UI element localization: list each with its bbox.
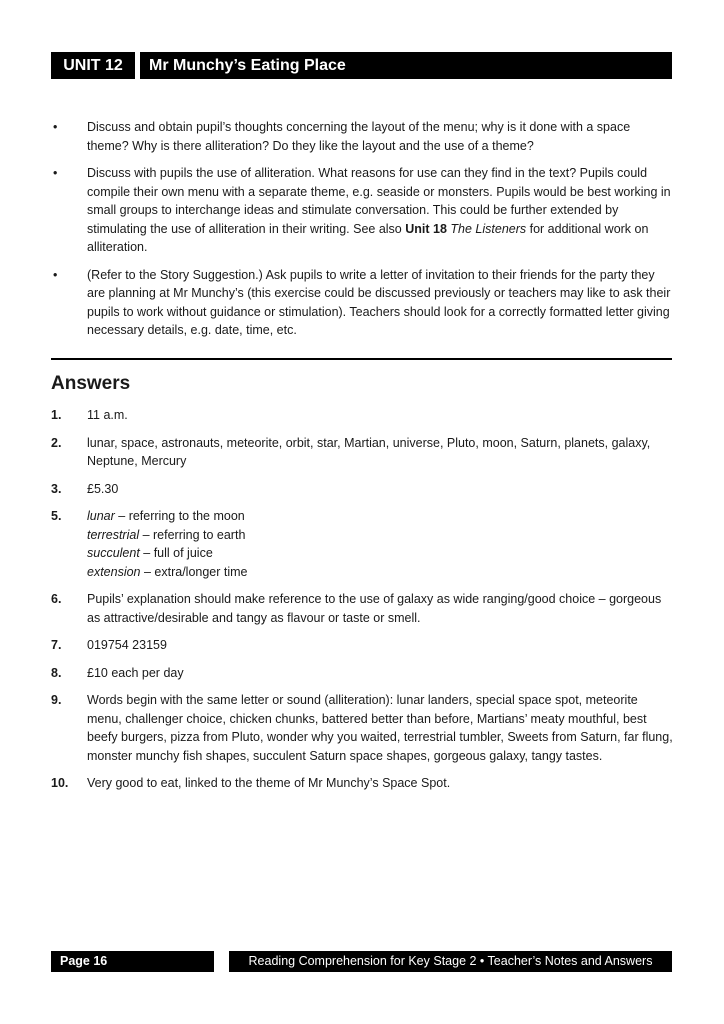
definition-term: extension <box>87 564 141 579</box>
answer-item <box>51 434 674 471</box>
note-text: (Refer to the Story Suggestion.) Ask pupils to write a letter of invitation to their friends for the party they are planning at Mr Munchy’s (this exercise could be discussed previously or teachers may like to ask their pupils to work without guidance or stimulation). Teachers should look for a correctly formatted letter giving necessary details, e.g. date, time, etc. <box>87 267 671 337</box>
unit-label: UNIT 12 <box>51 52 135 79</box>
answer-text: 019754 23159 <box>87 638 167 652</box>
answer-number: 9. <box>51 693 62 707</box>
answers-list <box>51 406 674 802</box>
answer-text: Words begin with the same letter or sound (alliteration): lunar landers, special space spot, meteorite menu, challenger choice, chicken chunks, battered better than before, Martians’ meaty mouthful, best beefy burgers, pizza from Pluto, wonder why you waited, terrestrial tumbler, Sweets from Saturn, far flung, monster munchy fish shapes, succulent Saturn space shapes, gorgeous galaxy, tangy tastes. <box>87 693 673 763</box>
page-number: Page 16 <box>51 951 214 972</box>
poem-title-reference: The Listeners <box>450 221 527 236</box>
answer-item <box>51 664 674 683</box>
answer-number: 6. <box>51 592 62 606</box>
page-footer <box>51 951 672 972</box>
answer-number: 5. <box>51 509 62 523</box>
definition-term: succulent <box>87 546 140 560</box>
note-text: for additional work on alliteration. <box>87 221 649 254</box>
definition-meaning: – full of juice <box>139 546 213 560</box>
bullet-icon: • <box>53 166 58 180</box>
definition-term: terrestrial <box>87 527 140 542</box>
teacher-notes-list <box>51 118 674 349</box>
section-divider <box>51 358 672 360</box>
answer-item <box>51 774 674 793</box>
answer-number: 7. <box>51 638 62 652</box>
answer-number: 8. <box>51 665 62 680</box>
definition-line <box>87 544 674 563</box>
bullet-icon: • <box>53 120 58 134</box>
answer-text: Pupils’ explanation should make reference to the use of galaxy as wide ranging/good choice – gorgeous as attractive/desirable and tangy as flavour or taste or smell. <box>87 592 662 625</box>
list-item <box>51 266 674 340</box>
unit-reference: Unit 18 <box>405 221 447 236</box>
list-item <box>51 118 674 155</box>
answers-heading: Answers <box>51 373 131 394</box>
answer-item <box>51 406 674 425</box>
answer-number: 2. <box>51 435 62 450</box>
answer-text: £5.30 <box>87 481 119 496</box>
answer-item <box>51 507 674 581</box>
answer-item <box>51 691 674 765</box>
answer-number: 1. <box>51 408 62 422</box>
answer-number: 3. <box>51 481 62 496</box>
list-item <box>51 164 674 257</box>
answer-item <box>51 590 674 627</box>
definition-line <box>87 563 674 582</box>
answer-text: Very good to eat, linked to the theme of Mr Munchy’s Space Spot. <box>87 776 451 790</box>
answer-item <box>51 636 674 655</box>
answer-text: £10 each per day <box>87 665 184 680</box>
unit-title: Mr Munchy’s Eating Place <box>140 52 672 79</box>
definition-meaning: – referring to earth <box>139 527 246 542</box>
answer-text: 11 a.m. <box>87 408 128 422</box>
definition-term: lunar <box>87 509 115 523</box>
unit-header <box>51 52 672 79</box>
answer-text: lunar, space, astronauts, meteorite, orbit, star, Martian, universe, Pluto, moon, Saturn, planets, galaxy, Neptune, Mercury <box>87 435 651 468</box>
note-text: Discuss and obtain pupil’s thoughts concerning the layout of the menu; why is it done with a space theme? Why is there alliteration? Do they like the layout and the use of a theme? <box>87 120 631 153</box>
answer-item <box>51 480 674 499</box>
definition-line <box>87 526 674 545</box>
answer-number: 10. <box>51 776 69 790</box>
definition-meaning: – referring to the moon <box>114 509 245 523</box>
note-text: Discuss with pupils the use of alliteration. What reasons for use can they find in the text? Pupils could compile their own menu with a separate theme, e.g. seaside or monsters. Pupils would be best working in small groups to interchange ideas and stimulate conversation. This could be further extended by stimulating the use of alliteration in their writing. See also <box>87 166 671 236</box>
series-title: Reading Comprehension for Key Stage 2 • Teacher’s Notes and Answers <box>229 951 672 972</box>
bullet-icon: • <box>53 267 58 282</box>
definition-line <box>87 507 674 526</box>
definition-meaning: – extra/longer time <box>140 564 248 579</box>
